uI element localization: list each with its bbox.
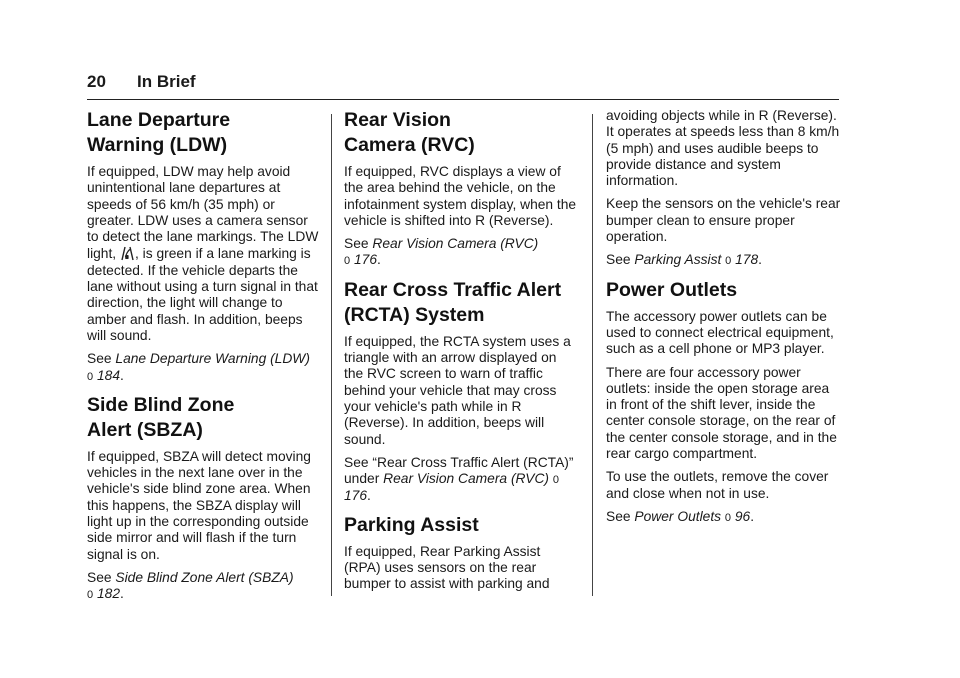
page-header [87, 72, 839, 100]
power-outlets-heading: Power Outlets [606, 278, 738, 301]
parking-assist-paragraph: If equipped, Rear Parking Assist (RPA) uses sensors on the rear bumper to assist with parking and [344, 543, 550, 592]
page-number: 20 [87, 72, 106, 91]
rvc-page-link[interactable]: 176 [353, 252, 377, 268]
power-outlets-see-reference: See Power Outlets 0 96. [606, 508, 755, 524]
ldw-ref-link[interactable]: Lane Departure Warning (LDW) [115, 351, 310, 367]
page-arrow-icon: 0 [724, 511, 732, 524]
rcta-see-reference: See “Rear Cross Traffic Alert (RCTA)” under Rear Vision Camera (RVC) 0 176. [344, 454, 574, 504]
column-1 [87, 108, 322, 611]
rvc-heading: Rear Vision Camera (RVC) [344, 109, 475, 156]
sbza-paragraph: If equipped, SBZA will detect moving vehicles in the next lane over in the vehicle's side blind zone area. When this happens, the SBZA display will light up in the corresponding outside side mirror and will flash if the turn signal is on. [87, 448, 311, 562]
rcta-page-link[interactable]: 176 [344, 488, 368, 504]
rvc-ref-link[interactable]: Rear Vision Camera (RVC) [372, 236, 539, 252]
section-title: In Brief [137, 72, 196, 91]
rcta-ref-link[interactable]: Rear Vision Camera (RVC) [383, 471, 550, 487]
column-divider-1 [331, 114, 332, 596]
rvc-paragraph: If equipped, RVC displays a view of the area behind the vehicle, on the infotainment system display, when the vehicle is shifted into R (Reverse). [344, 164, 577, 228]
parking-assist-paragraph-2: Keep the sensors on the vehicle's rear bumper clean to ensure proper operation. [606, 196, 841, 245]
rcta-paragraph: If equipped, the RCTA system uses a triangle with an arrow displayed on the RVC screen to warn of traffic behind your vehicle that may cross your vehicle's path while in R (Reverse). In addition, beeps will sound. [344, 333, 571, 447]
rvc-see-reference: See Rear Vision Camera (RVC) 0 176. [344, 236, 539, 268]
sbza-see-reference: See Side Blind Zone Alert (SBZA) 0 182. [87, 569, 294, 602]
power-outlets-page-link[interactable]: 96 [734, 508, 751, 524]
page-arrow-icon: 0 [725, 255, 732, 268]
parking-assist-heading: Parking Assist [344, 513, 479, 536]
sbza-page-link[interactable]: 182 [96, 586, 120, 602]
column-divider-2 [592, 114, 593, 596]
ldw-see-reference: See Lane Departure Warning (LDW) 0 184. [87, 351, 310, 383]
page-arrow-icon: 0 [87, 589, 94, 602]
column-3 [606, 108, 841, 533]
parking-assist-page-link[interactable]: 178 [735, 252, 759, 268]
ldw-paragraph: If equipped, LDW may help avoid unintentional lane departures at speeds of 56 km/h (35 mph) or greater. LDW uses a camera sensor to detect the lane markings. The LDW light, , is green if a lane marking is detected. If the vehicle departs the lane without using a turn signal in that direction, the light will change to amber and flash. In addition, beeps will sound. [87, 164, 319, 343]
lane-departure-icon [120, 245, 135, 261]
power-outlets-ref-link[interactable]: Power Outlets [634, 508, 722, 524]
power-outlets-paragraph-1: The accessory power outlets can be used to connect electrical equipment, such as a cell phone or MP3 player. [606, 308, 834, 357]
ldw-heading: Lane Departure Warning (LDW) [87, 109, 231, 156]
power-outlets-paragraph-2: There are four accessory power outlets: inside the open storage area in front of the shift lever, inside the center console storage, on the rear of the center console storage, and in the rear cargo compartment. [606, 364, 837, 462]
page-arrow-icon: 0 [344, 255, 351, 268]
parking-assist-ref-link[interactable]: Parking Assist [634, 252, 722, 268]
sbza-heading: Side Blind Zone Alert (SBZA) [87, 393, 235, 441]
page-arrow-icon: 0 [552, 474, 559, 487]
parking-assist-see-reference: See Parking Assist 0 178. [606, 252, 762, 268]
power-outlets-paragraph-3: To use the outlets, remove the cover and close when not in use. [606, 469, 829, 501]
rcta-heading: Rear Cross Traffic Alert (RCTA) System [344, 278, 562, 326]
ldw-page-link[interactable]: 184 [96, 367, 120, 383]
page-arrow-icon: 0 [87, 370, 94, 383]
column-2 [344, 108, 579, 600]
sbza-ref-link[interactable]: Side Blind Zone Alert (SBZA) [115, 569, 294, 585]
parking-assist-paragraph-cont: avoiding objects while in R (Reverse). It operates at speeds less than 8 km/h (5 mph) and uses audible beeps to provide distance and system information. [606, 108, 840, 189]
